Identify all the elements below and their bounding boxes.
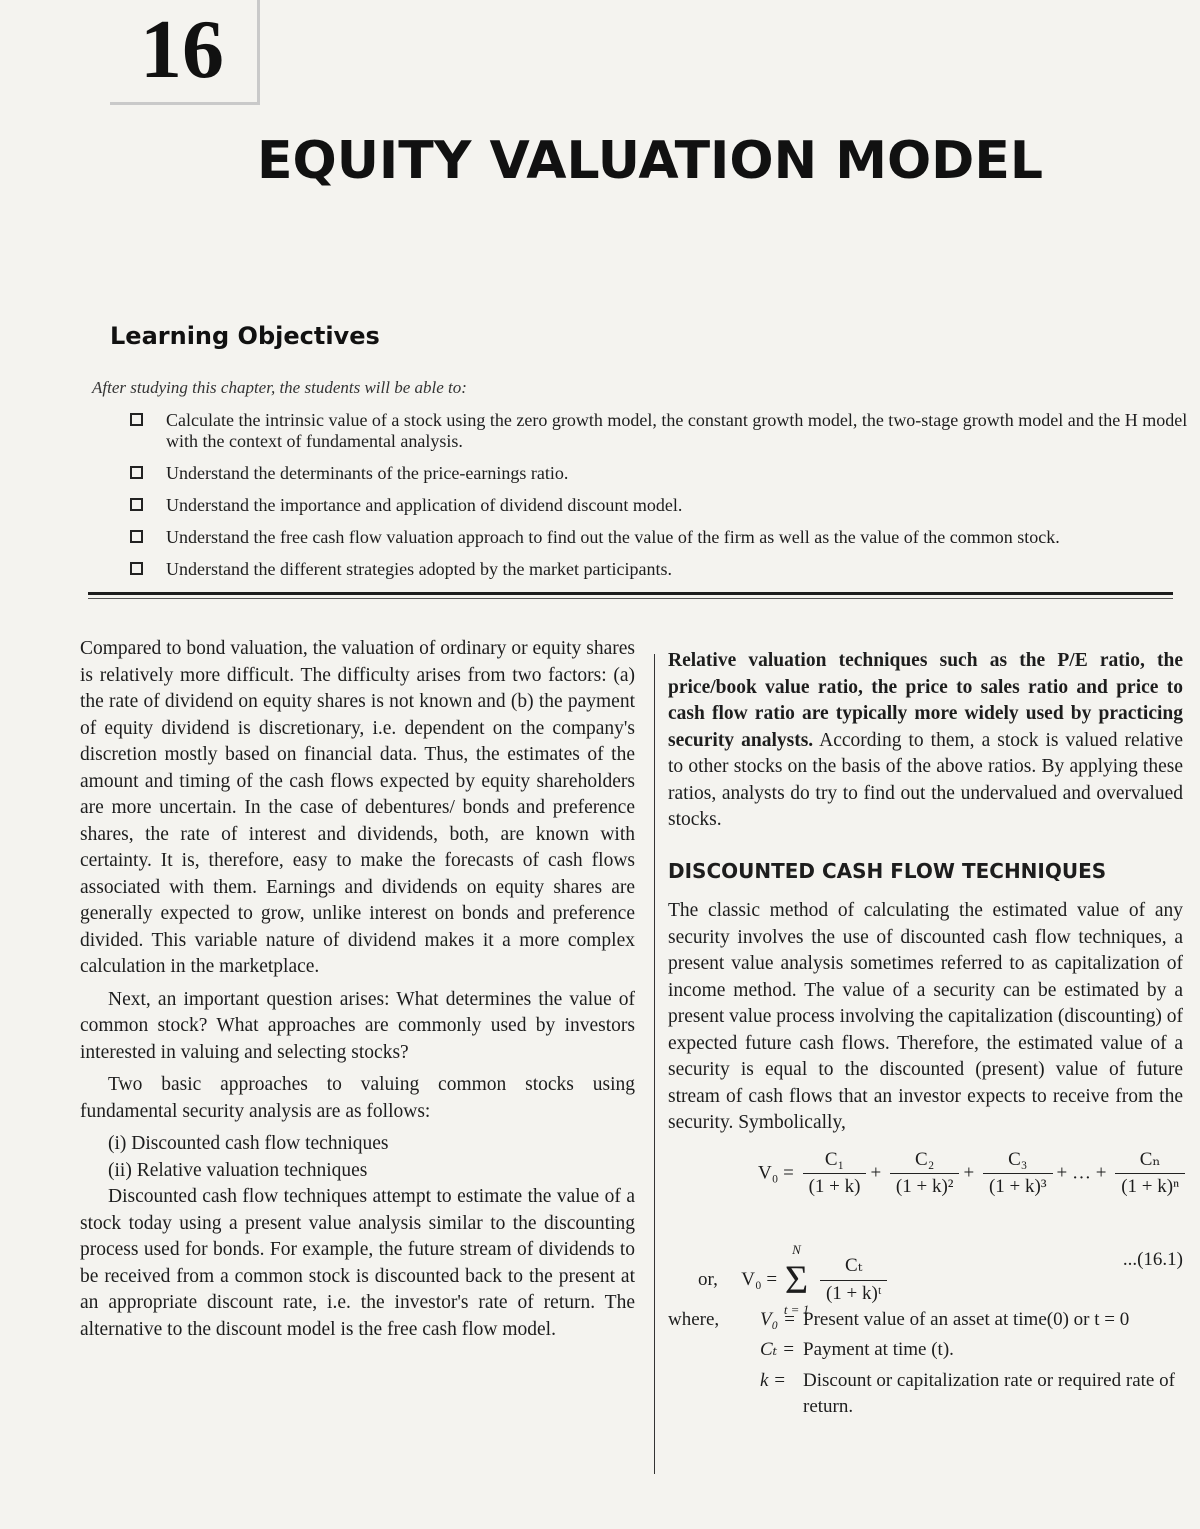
paragraph: Compared to bond valuation, the valuation of ordinary or equity shares is relatively more difficult. The difficulty arises from two factors: (a) the rate of dividend on equity shares is not known and (b) the payment of equity dividend is discretionary, i.e. dependent on the company's discretion mostly based on financial data. Thus, the estimates of the amount and timing of the cash flows expected by equity shareholders are more uncertain. In the case of debentures/ bonds and preference shares, the rate of interest and dividends, both, are known with certainty. It is, therefore, easy to make the forecasts of cash flows associated with them. Earnings and dividends on equity shares are generally expected to grow, unlike interest on bonds and preference divided. This variable nature of dividend makes it a more complex calculation in the marketplace. (80, 638, 635, 977)
bold-lead: Relative valuation techniques such as the P/E ratio, the price/book value ratio, the price to sales ratio and price to cash flow ratio are typically more widely used by practicing security analysts. (668, 650, 1183, 751)
paragraph: Next, an important question arises: What determines the value of common stock? What approaches are commonly used by investors interested in valuing and selecting stocks? (80, 988, 635, 1063)
definition-text: Present value of an asset at time(0) or t = 0 (803, 1308, 1130, 1330)
fraction (820, 1253, 888, 1307)
fraction (1115, 1147, 1185, 1201)
objective-text: Understand the determinants of the price-earnings ratio. (166, 463, 569, 483)
definition-symbol: k = (760, 1369, 787, 1391)
objective-item (130, 559, 1190, 580)
paragraph: The classic method of calculating the estimated value of any security involves the use of discounted cash flow techniques, a present value analysis sometimes referred to as capitalization of income method. The value of a security can be estimated by a present value process involving the capitalization (discounting) of expected future cash flows. Therefore, the estimated value of a security is equal to the discounted (present) value of future stream of cash flows that an investor expects to receive from the security. Symbolically, (668, 900, 1183, 1133)
formula-expanded: V₀ = $\frac{\text{C₁}}{(1 + k)}$ + $\frac{\text{C₂}}{\text{(1 + k)²}}$ + $\frac{\text{C₃}}{\text{(1 + k)³}}$ + … + $\frac{\text{Cₙ}}{\text{(1 + k)ⁿ}}$ (758, 1147, 1189, 1201)
paragraph: Discounted cash flow techniques attempt to estimate the value of a stock today using a present value analysis similar to the discounting process used for bonds. For example, the future stream of dividends to be received from a common stock is discounted back to the present at an appropriate discount rate, i.e. the investor's rate of return. The alternative to the discount model is the free cash flow model. (80, 1186, 635, 1340)
definition-row (668, 1337, 1183, 1364)
paragraph-rest: According to them, a stock is valued relative to other stocks on the basis of the above ratios. By applying these ratios, analysts do try to find out the undervalued and overvalued stocks. (668, 729, 1184, 830)
objective-item (130, 527, 1190, 548)
valuation-formula (668, 1147, 1183, 1427)
where-label: where, (668, 1308, 720, 1330)
sigma-symbol: Σ (784, 1257, 809, 1302)
chapter-title: EQUITY VALUATION MODEL (256, 131, 1044, 191)
definition-row (668, 1307, 1183, 1334)
right-column (668, 648, 1183, 1427)
numerator: C₂ (890, 1147, 960, 1175)
denominator: (1 + k) (808, 1176, 861, 1197)
objective-text: Calculate the intrinsic value of a stock using the zero growth model, the constant growth model, the two-stage growth model and the H model with the context of fundamental analysis. (166, 410, 1188, 451)
chapter-number: 16 (140, 3, 224, 96)
numerator: Cₙ (1115, 1147, 1185, 1175)
section-divider-thin (88, 598, 1173, 599)
objective-text: Understand the different strategies adopted by the market participants. (166, 559, 672, 579)
definition-row (668, 1368, 1183, 1421)
denominator: (1 + k)ᵗ (825, 1282, 882, 1304)
where-definitions (668, 1307, 1183, 1425)
numerator: Cₜ (820, 1253, 888, 1281)
checkbox-icon (130, 413, 143, 426)
objective-text: Understand the free cash flow valuation approach to find out the value of the firm as well as the value of the common stock. (166, 527, 1060, 547)
definition-text: Payment at time (t). (803, 1339, 954, 1360)
objective-text: Understand the importance and application of dividend discount model. (166, 495, 683, 515)
column-divider (654, 654, 655, 1474)
paragraph (668, 648, 1183, 834)
formula-lhs: V₀ = (758, 1161, 794, 1183)
denominator: (1 + k)ⁿ (1121, 1176, 1180, 1197)
sigma-top: N (792, 1241, 801, 1257)
checkbox-icon (130, 562, 143, 575)
definition-symbol: V₀ = (760, 1308, 796, 1330)
checkbox-icon (130, 466, 143, 479)
learning-objectives-intro: After studying this chapter, the students will be able to: (92, 378, 467, 397)
section-divider (88, 592, 1173, 595)
left-column (80, 636, 635, 1349)
fraction (803, 1147, 867, 1201)
objective-item (130, 463, 1190, 484)
paragraph: Two basic approaches to valuing common stocks using fundamental security analysis are as follows: (80, 1074, 635, 1122)
equation-number: ...(16.1) (1122, 1248, 1183, 1270)
formula-lhs: V₀ = (741, 1268, 778, 1290)
denominator: (1 + k)² (895, 1176, 954, 1197)
fraction (983, 1147, 1053, 1201)
objective-item (130, 495, 1190, 516)
definition-text: Discount or capitalization rate or required rate of return. (803, 1369, 1175, 1417)
checkbox-icon (130, 498, 143, 511)
definition-symbol: Cₜ = (760, 1339, 795, 1360)
fraction (890, 1147, 960, 1201)
numerator: C₁ (803, 1147, 867, 1175)
or-label: or, (698, 1268, 718, 1290)
approach-item: (ii) Relative valuation techniques (108, 1159, 368, 1181)
checkbox-icon (130, 530, 143, 543)
numerator: C₃ (983, 1147, 1053, 1175)
approach-item: (i) Discounted cash flow techniques (108, 1133, 389, 1154)
denominator: (1 + k)³ (988, 1176, 1047, 1197)
sigma-bottom: t = 1 (783, 1302, 810, 1317)
section-heading: DISCOUNTED CASH FLOW TECHNIQUES (668, 858, 1107, 883)
objective-item (130, 410, 1190, 452)
objectives-list (130, 410, 1190, 591)
learning-objectives-heading: Learning Objectives (110, 322, 380, 350)
